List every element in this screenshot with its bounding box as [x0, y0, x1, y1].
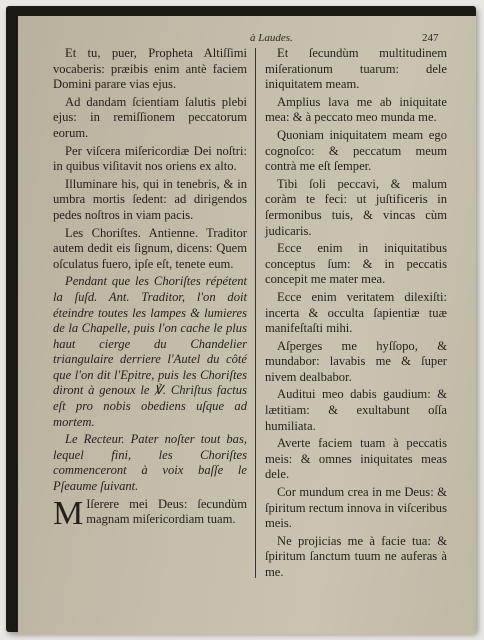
psalm-verse: Quoniam iniquitatem meam ego cognoſco: & peccatum meum contrà me eſt ſemper. [265, 127, 447, 174]
psalm-verse: Amplius lava me ab iniquitate mea: & à peccato meo munda me. [265, 94, 447, 125]
rubric-paragraph: Pendant que les Choriſtes répétent la ſuſd. Ant. Traditor, l'on doit éteindre toutes les lampes & lumieres de la Chapelle, puis l'on cache le plus haut cierge du Chandelier triangulaire derriere l'Autel du côté que l'on dit l'Epitre, puis les Choriſtes diront à genoux le ℣. Chriſtus factus eſt pro nobis obediens uſque ad mortem. [53, 274, 247, 429]
psalm-verse: Tibi ſoli peccavi, & malum coràm te feci: ut juſtificeris in ſermonibus tuis, & vincas cùm judicaris. [265, 176, 447, 238]
psalm-opening-text: Iſerere mei Deus: ſecundùm magnam miſericordiam tuam. [86, 496, 247, 527]
drop-cap-letter: M [53, 494, 84, 532]
rubric-paragraph: Le Recteur. Pater noſter tout bas, lequel fini, les Choriſtes commenceront à voix baſſe le Pſeaume ſuivant. [53, 432, 247, 494]
psalm-opening [53, 494, 247, 532]
left-column [53, 46, 247, 530]
antiphon-paragraph: Les Choriſtes. Antienne. Traditor autem dedit eis ſignum, dicens: Quem oſculatus fuero, ipſe eſt, tenete eum. [53, 225, 247, 271]
verse-paragraph: Ad dandam ſcientiam ſalutis plebi ejus: in remiſſionem peccatorum eorum. [53, 94, 247, 140]
psalm-verse: Ecce enim in iniquitatibus conceptus ſum: & in peccatis concepit me mater mea. [265, 241, 447, 287]
psalm-verse: Ne projicias me à facie tua: & ſpiritum ſanctum tuum ne auferas à me. [265, 533, 447, 579]
psalm-verse: Ecce enim veritatem dilexiſti: incerta & occulta ſapientiæ tuæ manifeſtaſti mihi. [265, 289, 447, 336]
column-divider [255, 48, 256, 578]
verse-paragraph: Per viſcera miſericordiæ Dei noſtri: in quibus viſitavit nos oriens ex alto. [53, 143, 247, 174]
page-header [18, 32, 476, 46]
psalm-verse: Averte faciem tuam à peccatis meis: & omnes iniquitates meas dele. [265, 436, 447, 482]
verse-paragraph: Illuminare his, qui in tenebris, & in umbra mortis ſedent: ad dirigendos pedes noſtros in viam pacis. [53, 176, 247, 222]
psalm-verse: Aſperges me hyſſopo, & mundabor: lavabis me & ſuper nivem dealbabor. [265, 338, 447, 384]
verse-paragraph: Et tu, puer, Propheta Altiſſimi vocaberis: præibis enim antè faciem Domini parare vias ejus. [53, 46, 247, 92]
psalm-verse: Et ſecundùm multitudinem miſerationum tuarum: dele iniquitatem meam. [265, 46, 447, 92]
psalm-verse: Cor mundum crea in me Deus: & ſpiritum rectum innova in viſceribus meis. [265, 485, 447, 531]
book-frame [6, 6, 476, 632]
book-page [18, 16, 476, 634]
right-column [265, 46, 447, 583]
psalm-verse: Auditui meo dabis gaudium: & lætitiam: & exultabunt oſſa humiliata. [265, 387, 447, 433]
running-head: à Laudes. [250, 32, 293, 44]
page-number: 247 [422, 32, 439, 44]
